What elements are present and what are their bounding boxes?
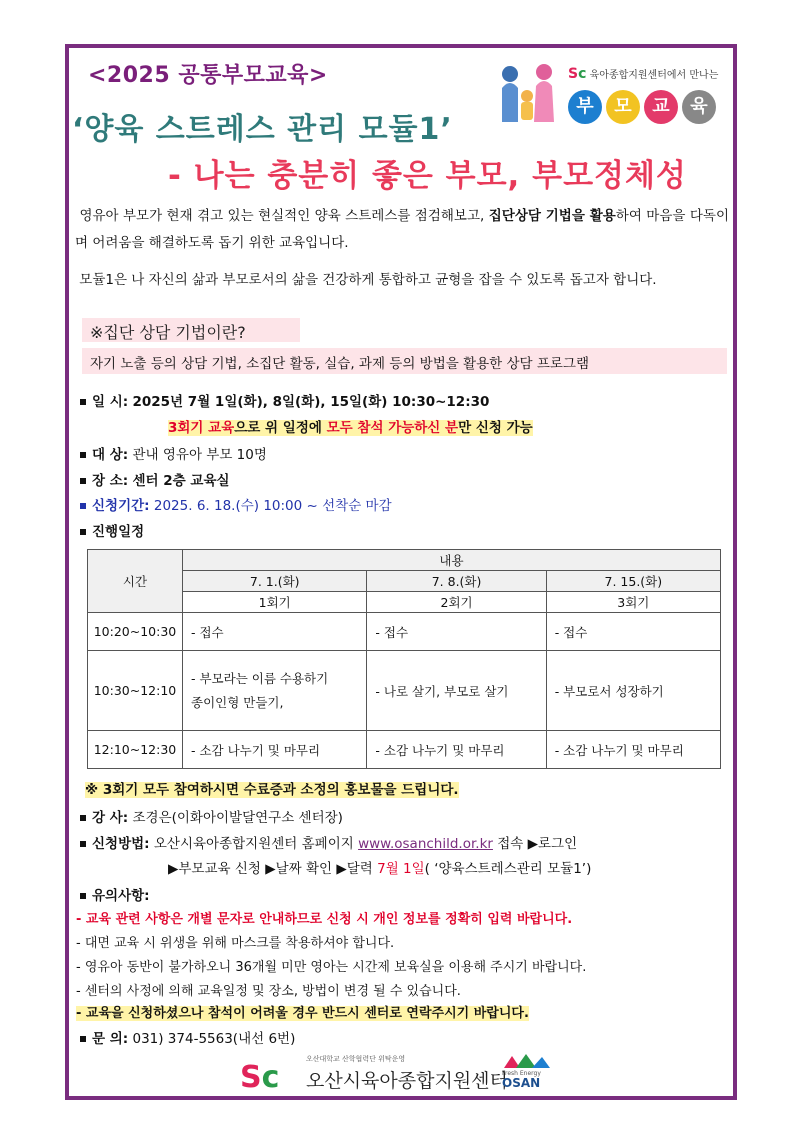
intro-text-bold: 집단상담 기법을 활용 bbox=[488, 208, 616, 224]
info-schedule bbox=[80, 520, 144, 540]
table-row bbox=[88, 613, 721, 651]
apply-steps-b: ( ‘양육스트레스관리 모듈1’) bbox=[424, 861, 592, 877]
row-cell: - 소감 나누기 및 마무리 bbox=[367, 731, 546, 769]
info-period bbox=[80, 494, 392, 514]
footer-city: OSAN bbox=[502, 1076, 541, 1090]
caution-item-final bbox=[76, 1002, 529, 1021]
logo-char-3: 교 bbox=[644, 90, 678, 124]
apply-steps-a: ▶부모교육 신청 ▶날짜 확인 ▶달력 bbox=[168, 861, 373, 877]
place-label: 장 소: bbox=[92, 473, 129, 489]
schedule-label: 진행일정 bbox=[92, 524, 145, 540]
date-note-d: 만 신청 가능 bbox=[458, 420, 533, 436]
intro-paragraph-2 bbox=[75, 267, 729, 294]
cautions-heading bbox=[80, 884, 150, 904]
info-date-note bbox=[168, 416, 533, 436]
apply-text-b: 접속 ▶로그인 bbox=[497, 836, 578, 852]
header-subtitle: <2025 공통부모교육> bbox=[88, 63, 328, 88]
intro-text-a: 영유아 부모가 현재 겪고 있는 현실적인 양육 스트레스를 점검해보고, bbox=[79, 208, 485, 224]
instructor-label: 강 사: bbox=[92, 810, 129, 826]
completion-note bbox=[85, 778, 459, 798]
info-instructor bbox=[80, 806, 343, 826]
definition-heading: ※집단 상담 기법이란? bbox=[90, 323, 246, 342]
intro-paragraph-1 bbox=[75, 203, 729, 257]
footer-org: 오산시육아종합지원센터 bbox=[306, 1070, 508, 1092]
center-logo bbox=[240, 1052, 570, 1096]
target-value: 관내 영유아 부모 10명 bbox=[132, 447, 267, 463]
bullet-icon bbox=[80, 893, 86, 899]
session-header-3: 3회기 bbox=[546, 592, 720, 613]
caution-item: - 영유아 동반이 불가하오니 36개월 미만 영아는 시간제 보육실을 이용해 주시기 바랍니다. bbox=[76, 960, 587, 975]
session-header-2: 2회기 bbox=[367, 592, 546, 613]
date-header-3: 7. 15.(화) bbox=[546, 571, 720, 592]
date-label: 일 시: bbox=[92, 394, 129, 410]
period-label: 신청기간: bbox=[92, 498, 150, 514]
caution-item: - 센터의 사정에 의해 교육일정 및 장소, 방법이 변경 될 수 있습니다. bbox=[76, 984, 461, 999]
footer-city-tag: Fresh Energy bbox=[502, 1070, 541, 1077]
table-row bbox=[88, 651, 721, 731]
footer-small: 오산대학교 산학협력단 위탁운영 bbox=[306, 1055, 406, 1063]
date-note-b: 으로 위 일정에 bbox=[234, 420, 327, 436]
target-label: 대 상: bbox=[92, 447, 129, 463]
row-cell: - 소감 나누기 및 마무리 bbox=[183, 731, 367, 769]
bullet-icon bbox=[80, 1036, 86, 1042]
row-time: 12:10~12:30 bbox=[88, 731, 183, 769]
row-cell: - 부모로서 성장하기 bbox=[546, 651, 720, 731]
row-cell: - 접수 bbox=[367, 613, 546, 651]
row-cell: - 부모라는 이름 수용하기 종이인형 만들기, bbox=[183, 651, 367, 731]
instructor-value: 조경은(이화아이발달연구소 센터장) bbox=[132, 810, 343, 826]
caution-item: - 대면 교육 시 위생을 위해 마스크를 착용하셔야 합니다. bbox=[76, 936, 395, 951]
session-header-1: 1회기 bbox=[183, 592, 367, 613]
bullet-icon bbox=[80, 478, 86, 484]
schedule-table bbox=[87, 549, 721, 769]
caution-item: - 교육을 신청하셨으나 참석이 어려울 경우 반드시 센터로 연락주시기 바랍니다. bbox=[76, 1006, 529, 1021]
parent-education-logo: Sc 육아종합지원센터에서 만나는 부 모 교 육 bbox=[500, 60, 722, 130]
period-value: 2025. 6. 18.(수) 10:00 ~ 선착순 마감 bbox=[153, 498, 392, 514]
info-date bbox=[80, 390, 489, 410]
row-cell: - 접수 bbox=[183, 613, 367, 651]
bullet-icon bbox=[80, 452, 86, 458]
info-apply-steps bbox=[168, 857, 591, 877]
logo-char-2: 모 bbox=[606, 90, 640, 124]
bullet-icon bbox=[80, 841, 86, 847]
row-cell: - 소감 나누기 및 마무리 bbox=[546, 731, 720, 769]
intro-text-p2: 모듈1은 나 자신의 삶과 부모로서의 삶을 건강하게 통합하고 균형을 잡을 수 있도록 돕고자 합니다. bbox=[79, 272, 657, 288]
date-note-c: 모두 참석 가능하신 분 bbox=[326, 420, 459, 436]
bullet-icon bbox=[80, 503, 86, 509]
cautions-label: 유의사항: bbox=[92, 888, 150, 904]
bullet-icon bbox=[80, 815, 86, 821]
row-cell: - 접수 bbox=[546, 613, 720, 651]
homepage-link[interactable]: www.osanchild.or.kr bbox=[358, 836, 493, 852]
date-note-a: 3회기 교육 bbox=[168, 420, 235, 436]
content-header: 내용 bbox=[183, 550, 721, 571]
date-header-1: 7. 1.(화) bbox=[183, 571, 367, 592]
center-logo-mark-icon: Sc bbox=[240, 1060, 280, 1095]
info-place bbox=[80, 469, 230, 489]
completion-note-text: ※ 3회기 모두 참여하시면 수료증과 소정의 홍보물을 드립니다. bbox=[85, 782, 459, 798]
apply-label: 신청방법: bbox=[92, 836, 150, 852]
info-contact bbox=[80, 1027, 295, 1047]
date-header-2: 7. 8.(화) bbox=[367, 571, 546, 592]
row-time: 10:30~12:10 bbox=[88, 651, 183, 731]
logo-char-1: 부 bbox=[568, 90, 602, 124]
apply-steps-date: 7월 1일 bbox=[377, 861, 425, 877]
apply-text-a: 오산시육아종합지원센터 홈페이지 bbox=[153, 836, 354, 852]
time-header: 시간 bbox=[88, 550, 183, 613]
definition-text: 자기 노출 등의 상담 기법, 소집단 활동, 실습, 과제 등의 방법을 활용한 상담 프로그램 bbox=[90, 356, 590, 372]
contact-label: 문 의: bbox=[92, 1031, 129, 1047]
info-apply bbox=[80, 832, 577, 852]
logo-caption: 육아종합지원센터에서 만나는 bbox=[589, 70, 719, 81]
bullet-icon bbox=[80, 399, 86, 405]
row-time: 10:20~10:30 bbox=[88, 613, 183, 651]
header-title: ‘양육 스트레스 관리 모듈1’ bbox=[72, 112, 453, 147]
header-title-sub: - 나는 충분히 좋은 부모, 부모정체성 bbox=[168, 158, 687, 194]
info-target bbox=[80, 443, 267, 463]
table-row bbox=[88, 731, 721, 769]
row-cell: - 나로 살기, 부모로 살기 bbox=[367, 651, 546, 731]
place-value: 센터 2층 교육실 bbox=[132, 473, 230, 489]
contact-value: 031) 374-5563(내선 6번) bbox=[132, 1031, 296, 1047]
caution-item: - 교육 관련 사항은 개별 문자로 안내하므로 신청 시 개인 정보를 정확히 입력 바랍니다. bbox=[76, 912, 573, 927]
bullet-icon bbox=[80, 529, 86, 535]
intro-text-b: 하여 마음을 다독이며 어려움을 해결하도록 돕기 위한 교육입니다. bbox=[75, 208, 729, 251]
logo-char-4: 육 bbox=[682, 90, 716, 124]
date-value: 2025년 7월 1일(화), 8일(화), 15일(화) 10:30~12:30 bbox=[132, 394, 490, 410]
